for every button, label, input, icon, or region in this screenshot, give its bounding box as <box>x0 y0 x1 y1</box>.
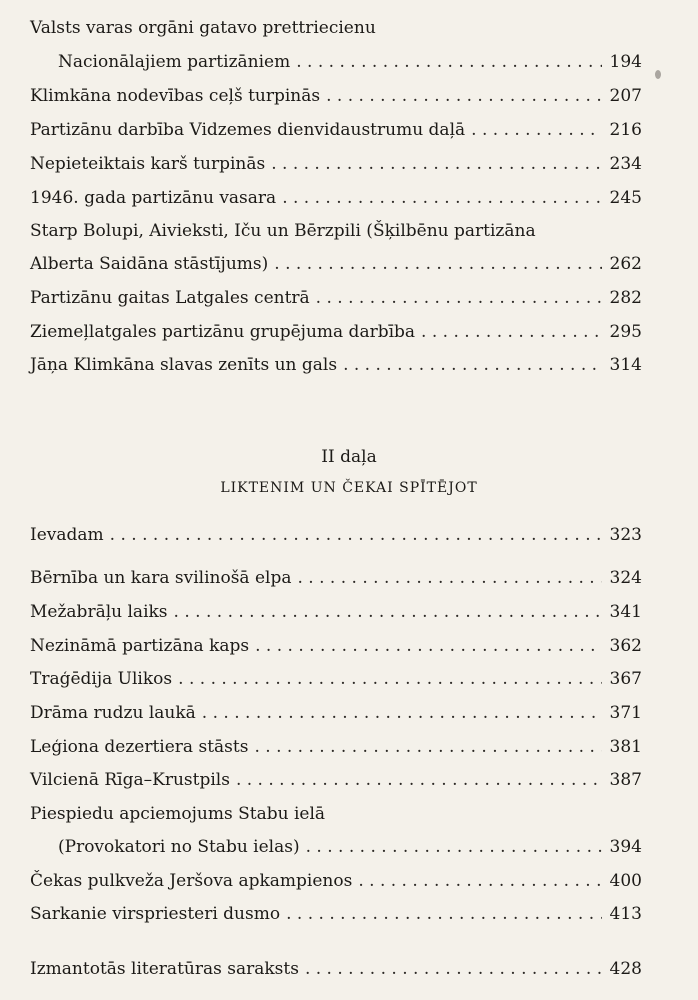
toc-entry-bibliography <box>30 958 642 980</box>
dot-leader <box>236 769 602 791</box>
toc-entry <box>30 567 642 589</box>
toc-page-number: 341 <box>609 602 642 622</box>
toc-page-number: 194 <box>609 52 642 72</box>
toc-entry-title-line: Piespiedu apciemojums Stabu ielā <box>30 804 326 824</box>
toc-entry-title-line: Valsts varas orgāni gatavo prettriecienu <box>30 18 376 38</box>
toc-page-number: 428 <box>609 959 642 979</box>
toc-entry-title: Izmantotās literatūras saraksts <box>30 959 299 979</box>
toc-entry-title: Alberta Saidāna stāstījums) <box>30 254 269 274</box>
toc-page-number: 394 <box>609 837 642 857</box>
toc-entry-title: Čekas pulkveža Jeršova apkampienos <box>30 871 353 891</box>
dot-leader <box>174 601 602 623</box>
toc-entry <box>30 187 642 209</box>
toc-entry <box>30 153 642 175</box>
dot-leader <box>274 253 602 275</box>
toc-entry <box>30 769 642 791</box>
toc-page-number: 234 <box>609 154 642 174</box>
dot-leader <box>298 567 603 589</box>
toc-entry-title: Nezināmā partizāna kaps <box>30 636 250 656</box>
toc-page-number: 216 <box>609 120 642 140</box>
toc-entry-title: Leģiona dezertiera stāsts <box>30 737 249 757</box>
dot-leader <box>471 119 602 141</box>
dot-leader <box>286 903 602 925</box>
toc-entry <box>30 635 642 657</box>
dot-leader <box>255 635 602 657</box>
toc-entry <box>30 702 642 724</box>
dot-leader <box>254 736 602 758</box>
toc-entry <box>30 903 642 925</box>
dot-leader <box>110 524 602 546</box>
toc-page-number: 282 <box>609 288 642 308</box>
toc-entry <box>30 736 642 758</box>
toc-entry <box>30 321 642 343</box>
toc-entry <box>30 354 642 376</box>
toc-entry-title: 1946. gada partizānu vasara <box>30 188 277 208</box>
toc-page-number: 381 <box>609 737 642 757</box>
toc-entry <box>30 870 642 892</box>
toc-entry <box>30 601 642 623</box>
toc-entry-title-line: Starp Bolupi, Aivieksti, Iču un Bērzpili (Šķilbēnu partizāna <box>30 221 536 241</box>
toc-entry-title: Ziemeļlatgales partizānu grupējuma darbība <box>30 322 416 342</box>
dot-leader <box>178 668 602 690</box>
toc-page-number: 367 <box>609 669 642 689</box>
toc-page-number: 295 <box>609 322 642 342</box>
toc-entry-title: Nepieteiktais karš turpinās <box>30 154 266 174</box>
toc-entry <box>30 85 642 107</box>
toc-entry-title: Jāņa Klimkāna slavas zenīts un gals <box>30 355 338 375</box>
toc-entry <box>30 524 642 546</box>
dot-leader <box>282 187 602 209</box>
toc-entry <box>30 119 642 141</box>
toc-entry-title: Traģēdija Ulikos <box>30 669 173 689</box>
toc-page-number: 387 <box>609 770 642 790</box>
toc-entry <box>58 836 642 858</box>
section-subtitle: LIKTENIM UN ČEKAI SPĪTĒJOT <box>220 480 478 496</box>
toc-entry-title: Bērnība un kara svilinošā elpa <box>30 568 292 588</box>
toc-page-number: 207 <box>609 86 642 106</box>
toc-page-number: 371 <box>609 703 642 723</box>
dot-leader <box>305 958 602 980</box>
section-heading: II daļa <box>321 447 377 467</box>
toc-page-number: 245 <box>609 188 642 208</box>
toc-entry-title: Partizānu darbība Vidzemes dienvidaustrumu daļā <box>30 120 466 140</box>
dot-leader <box>421 321 602 343</box>
dot-leader <box>316 287 602 309</box>
toc-entry-title: Nacionālajiem partizāniem <box>58 52 291 72</box>
toc-entry <box>30 668 642 690</box>
toc-page-number: 262 <box>609 254 642 274</box>
toc-entry <box>58 51 642 73</box>
dot-leader <box>326 85 602 107</box>
toc-entry <box>30 253 642 275</box>
dot-leader <box>343 354 602 376</box>
toc-entry-title: Klimkāna nodevības ceļš turpinās <box>30 86 321 106</box>
toc-entry-title: Drāma rudzu laukā <box>30 703 196 723</box>
toc-page-number: 413 <box>609 904 642 924</box>
paper-speck <box>655 70 661 79</box>
toc-page-number: 362 <box>609 636 642 656</box>
toc-page-number: 400 <box>609 871 642 891</box>
toc-entry-title: (Provokatori no Stabu ielas) <box>58 837 300 857</box>
toc-entry-title: Vilcienā Rīga–Krustpils <box>30 770 230 790</box>
toc-page-number: 324 <box>609 568 642 588</box>
toc-entry-title: Partizānu gaitas Latgales centrā <box>30 288 310 308</box>
dot-leader <box>306 836 602 858</box>
toc-entry-title: Mežabrāļu laiks <box>30 602 168 622</box>
dot-leader <box>358 870 602 892</box>
dot-leader <box>202 702 602 724</box>
dot-leader <box>271 153 602 175</box>
toc-entry-title: Sarkanie virspriesteri dusmo <box>30 904 281 924</box>
toc-entry <box>30 287 642 309</box>
dot-leader <box>296 51 602 73</box>
toc-page-number: 314 <box>609 355 642 375</box>
toc-entry-title: Ievadam <box>30 525 104 545</box>
toc-page-number: 323 <box>609 525 642 545</box>
